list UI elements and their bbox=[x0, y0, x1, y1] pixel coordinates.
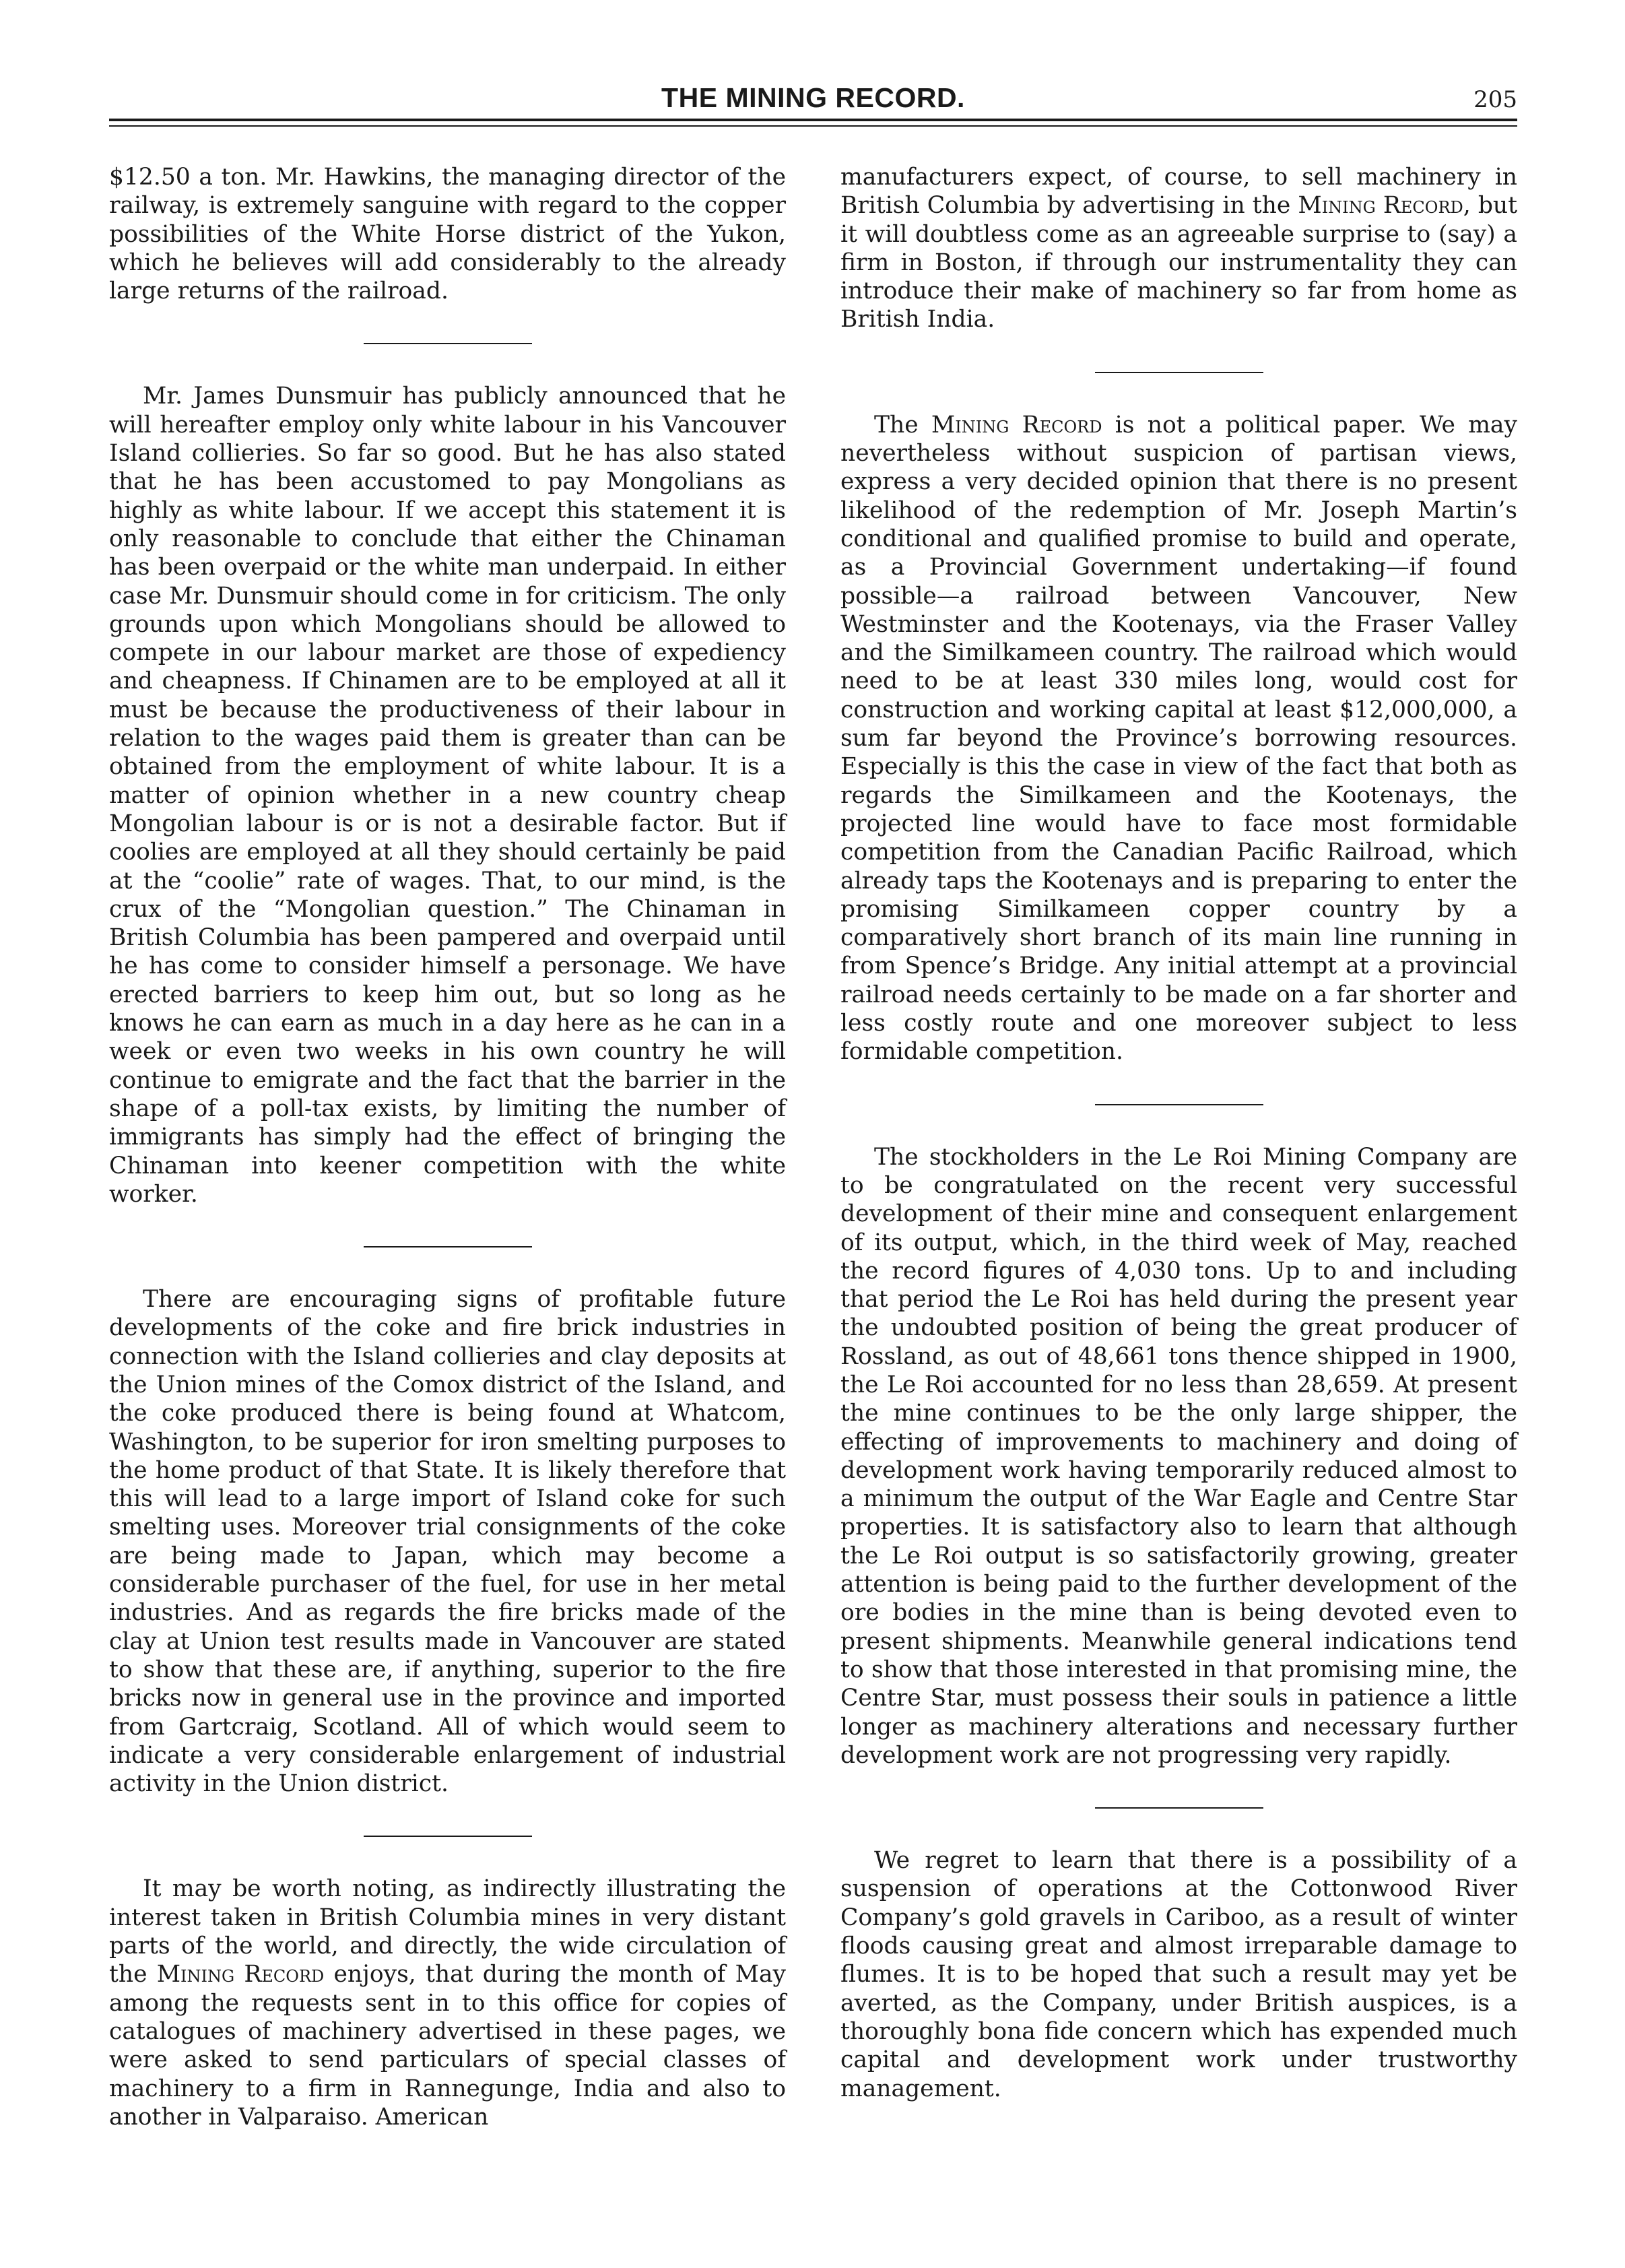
publication-name: Mining Record bbox=[1298, 192, 1463, 220]
section-divider bbox=[1095, 372, 1263, 373]
text-run: The bbox=[874, 411, 931, 439]
page-number: 205 bbox=[1473, 86, 1517, 113]
paragraph-catalogue-requests bbox=[109, 1875, 786, 2131]
paragraph-le-roi-mining: The stockholders in the Le Roi Mining Company are to be congratulated on the recent very successful development of their mine and consequent enlargement of its output, which, in the third week of May, reached the record figures of 4,030 tons. Up to and including that period the Le Roi has held during the present year the undoubted position of being the great producer of Rossland, as out of 48,661 tons thence shipped in 1900, the Le Roi accounted for no less than 28,659. At present the mine continues to be the only large shipper, the effecting of improvements to machinery and doing of development work having temporarily reduced almost to a minimum the output of the War Eagle and Centre Star properties. It is satisfactory also to learn that although the Le Roi output is so satisfactorily growing, greater attention is being paid to the further development of the ore bodies in the mine than is being devoted even to present shipments. Meanwhile general indications tend to show that those interested in that promising mine, the Centre Star, must possess their souls in patience a little longer as machinery alterations and necessary further development work are not progressing very rapidly. bbox=[840, 1143, 1517, 1769]
text-run: It may be worth noting, as indirectly illustrating the interest taken in British Columbia mines in very distant parts of the world, and directly, the wide circulation of the bbox=[109, 1875, 786, 1988]
publication-name: Mining Record bbox=[931, 411, 1102, 439]
header-rule-thick bbox=[109, 119, 1517, 121]
paragraph-manufacturers bbox=[840, 163, 1517, 334]
paragraph-hawkins-railway: $12.50 a ton. Mr. Hawkins, the managing director of the railway, is extremely sanguine with regard to the copper possibilities of the White Horse district of the Yukon, which he believes will add considerably to the already large returns of the railroad. bbox=[109, 164, 786, 305]
text-columns bbox=[109, 163, 1517, 2131]
section-divider bbox=[364, 343, 532, 344]
text-run: manufacturers expect, of course, to sell machinery in British Columbia by advertising in the bbox=[840, 164, 1517, 220]
paragraph-cottonwood-river: We regret to learn that there is a possibility of a suspension of operations at the Cottonwood River Company’s gold gravels in Cariboo, as a result of winter floods causing great and almost irreparable damage to flumes. It is to be hoped that such a result may yet be averted, as the Company, under British auspices, is a thoroughly bona fide concern which has expended much capital and development work under trustworthy management. bbox=[840, 1847, 1517, 2102]
right-column bbox=[840, 163, 1517, 2131]
running-title: THE MINING RECORD. bbox=[661, 82, 965, 113]
section-divider bbox=[1095, 1104, 1263, 1105]
page-header bbox=[109, 74, 1517, 119]
text-run: enjoys, that during the month of May among the requests sent in to this office for copies of catalogues of machinery advertised in these pages, we were asked to send particulars of special classes of machinery to a firm in Rannegunge, India and also to another in Valparaiso. American bbox=[109, 1961, 786, 2131]
publication-name: Mining Record bbox=[156, 1961, 325, 1988]
left-column bbox=[109, 163, 786, 2131]
text-run: is not a political paper. We may nevertheless without suspicion of partisan views, express a very decided opinion that there is no present likelihood of the redemption of Mr. Joseph Martin’s conditional and qualified promise to build and operate, as a Provincial Government undertaking—if found possible—a railroad between Vancouver, New Westminster and the Kootenays, via the Fraser Valley and the Similkameen country. The railroad which would need to be at least 330 miles long, would cost for construction and working capital at least $12,000,000, a sum far beyond the Province’s borrowing resources. Especially is this the case in view of the fact that both as regards the Similkameen and the Kootenays, the projected line would have to face most formidable competition from the Canadian Pacific Railroad, which already taps the Kootenays and is preparing to enter the promising Similkameen copper country by a comparatively short branch of its main line running in from Spence’s Bridge. Any initial attempt at a provincial railroad needs certainly to be made on a far shorter and less costly route and one moreover subject to less formidable competition. bbox=[840, 411, 1517, 1066]
text-run: , but it will doubtless come as an agreeable surprise to (say) a firm in Boston, if through our instrumentality they can introduce their make of machinery so far from home as British India. bbox=[840, 192, 1518, 333]
paragraph-provincial-railroad bbox=[840, 411, 1517, 1066]
section-divider bbox=[364, 1836, 532, 1837]
header-rule-thin bbox=[109, 125, 1517, 127]
section-divider bbox=[364, 1246, 532, 1248]
paragraph-dunsmuir-labour: Mr. James Dunsmuir has publicly announced that he will hereafter employ only white labour in his Vancouver Island collieries. So far so good. But he has also stated that he has been accustomed to pay Mongolians as highly as white labour. If we accept this statement it is only reasonable to conclude that either the Chinaman has been overpaid or the white man underpaid. In either case Mr. Dunsmuir should come in for criticism. The only grounds upon which Mongolians should be allowed to compete in our labour market are those of expediency and cheapness. If Chinamen are to be employed at all it must be because the productiveness of their labour in relation to the wages paid them is greater than can be obtained from the employment of white labour. It is a matter of opinion whether in a new country cheap Mongolian labour is or is not a desirable factor. But if coolies are employed at all they should certainly be paid at the “coolie” rate of wages. That, to our mind, is the crux of the “Mongolian question.” The Chinaman in British Columbia has been pampered and overpaid until he has come to consider himself a personage. We have erected barriers to keep him out, but so long as he knows he can earn as much in a day here as he can in a week or even two weeks in his own country he will continue to emigrate and the fact that the barrier in the shape of a poll-tax exists, by limiting the number of immigrants has simply had the effect of bringing the Chinaman into keener competition with the white worker. bbox=[109, 383, 786, 1208]
paragraph-coke-fire-brick: There are encouraging signs of profitable future developments of the coke and fire brick industries in connection with the Island collieries and clay deposits at the Union mines of the Comox district of the Island, and the coke produced there is being found at Whatcom, Washington, to be superior for iron smelting purposes to the home product of that State. It is likely therefore that this will lead to a large import of Island coke for such smelting uses. Moreover trial consignments of the coke are being made to Japan, which may become a considerable purchaser of the fuel, for use in her metal industries. And as regards the fire bricks made of the clay at Union test results made in Vancouver are stated to show that these are, if anything, superior to the fire bricks now in general use in the province and imported from Gartcraig, Scotland. All of which would seem to indicate a very considerable enlargement of industrial activity in the Union district. bbox=[109, 1286, 786, 1798]
section-divider bbox=[1095, 1807, 1263, 1809]
